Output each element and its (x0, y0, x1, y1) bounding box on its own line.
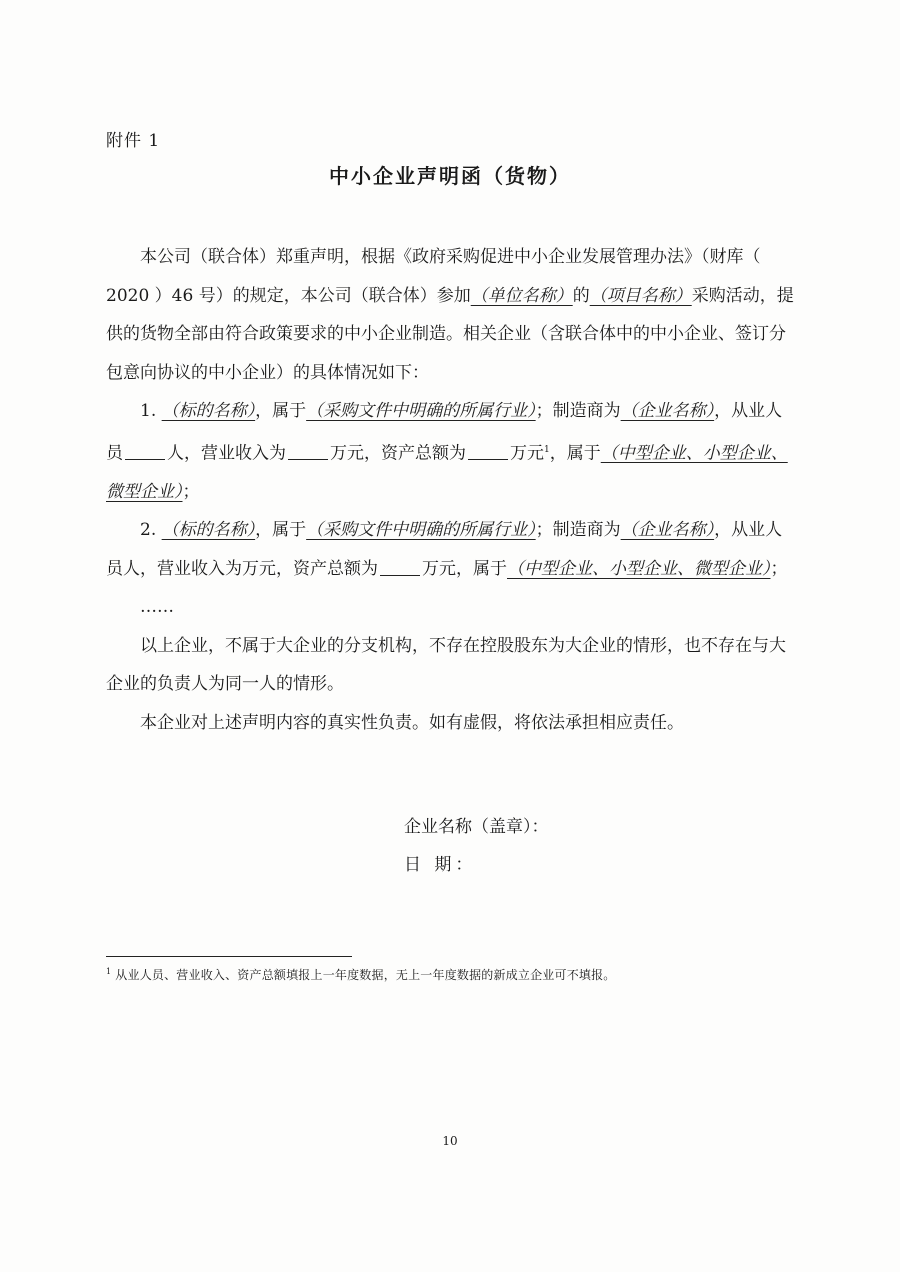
item-1-size-fill: （中型企业、小型企业、微型企业） (106, 443, 788, 502)
footnote-divider (106, 956, 352, 957)
intro-paragraph (106, 238, 796, 392)
date-label: 日 期： (404, 855, 477, 875)
ellipsis: …… (140, 597, 174, 618)
item-1-industry-fill: （采购文件中明确的所属行业） (306, 401, 536, 421)
item-1-text-3: ，从业人员 (106, 401, 783, 464)
item-1-company-fill: （企业名称） (620, 401, 715, 421)
footnote-mark: 1 (106, 967, 112, 976)
item-1-assets-blank (468, 443, 508, 460)
page-number: 10 (442, 1134, 458, 1148)
item-1-text-4: 人，营业收入为 (167, 443, 286, 464)
statement-responsibility: 本企业对上述声明内容的真实性负责。如有虚假，将依法承担相应责任。 (140, 712, 684, 733)
item-1-text-5: 万元，资产总额为 (330, 443, 466, 464)
item-1-text-7: ，属于 (549, 443, 601, 464)
item-1-paragraph (106, 392, 796, 511)
item-1-text-6: 万元 (510, 443, 544, 464)
item-2-company-fill: （企业名称） (620, 520, 715, 541)
item-1-number: 1. (140, 401, 157, 421)
intro-text-3: 采购活动，提供的货物全部由符合政策要求的中小企业制造。相关企业（含联合体中的中小企业、签订分包意向协议的中小企业）的具体情况如下： (106, 285, 794, 383)
item-2-paragraph (106, 511, 796, 588)
item-2-subject-fill: （标的名称） (161, 520, 256, 541)
item-1-text-1: ，属于 (255, 401, 307, 421)
item-2-size-fill: （中型企业、小型企业、微型企业） (507, 558, 771, 579)
item-2-industry-fill: （采购文件中明确的所属行业） (306, 520, 536, 541)
footnote (106, 966, 616, 983)
document-title: 中小企业声明函（货物） (329, 164, 571, 188)
statement-no-large-enterprise: 以上企业，不属于大企业的分支机构，不存在控股股东为大企业的情形，也不存在与大企业的负责人为同一人的情形。 (106, 635, 786, 695)
item-1-footnote-ref: 1 (544, 444, 550, 455)
item-1-staff-blank (125, 443, 165, 460)
item-2-number: 2. (140, 520, 157, 541)
item-1-revenue-blank (288, 443, 328, 460)
item-1-text-2: ；制造商为 (535, 401, 621, 421)
company-seal-label: 企业名称（盖章）： (404, 817, 549, 837)
item-2-text-2: ；制造商为 (535, 520, 621, 541)
declaration-body (106, 238, 796, 742)
project-name-fill: （项目名称） (589, 285, 692, 306)
item-2-text-4: 万元，属于 (422, 558, 507, 579)
footnote-text: 从业人员、营业收入、资产总额填报上一年度数据，无上一年度数据的新成立企业可不填报。 (115, 968, 616, 982)
intro-text-1: 本公司（联合体）郑重声明，根据《政府采购促进中小企业发展管理办法》（财库（ 2020 ）46 号）的规定，本公司（联合体）参加 (106, 247, 761, 306)
item-2-assets-blank (380, 559, 420, 576)
item-2-text-3: ，从业人员人，营业收入为万元，资产总额为 (106, 520, 783, 579)
annex-label: 附件 1 (106, 131, 161, 151)
item-1-text-8: ； (182, 481, 200, 502)
item-2-text-5: ； (770, 558, 788, 579)
item-1-subject-fill: （标的名称） (161, 401, 256, 421)
intro-text-2: 的 (572, 285, 590, 306)
item-2-text-1: ，属于 (255, 520, 307, 541)
unit-name-fill: （单位名称） (470, 285, 573, 306)
